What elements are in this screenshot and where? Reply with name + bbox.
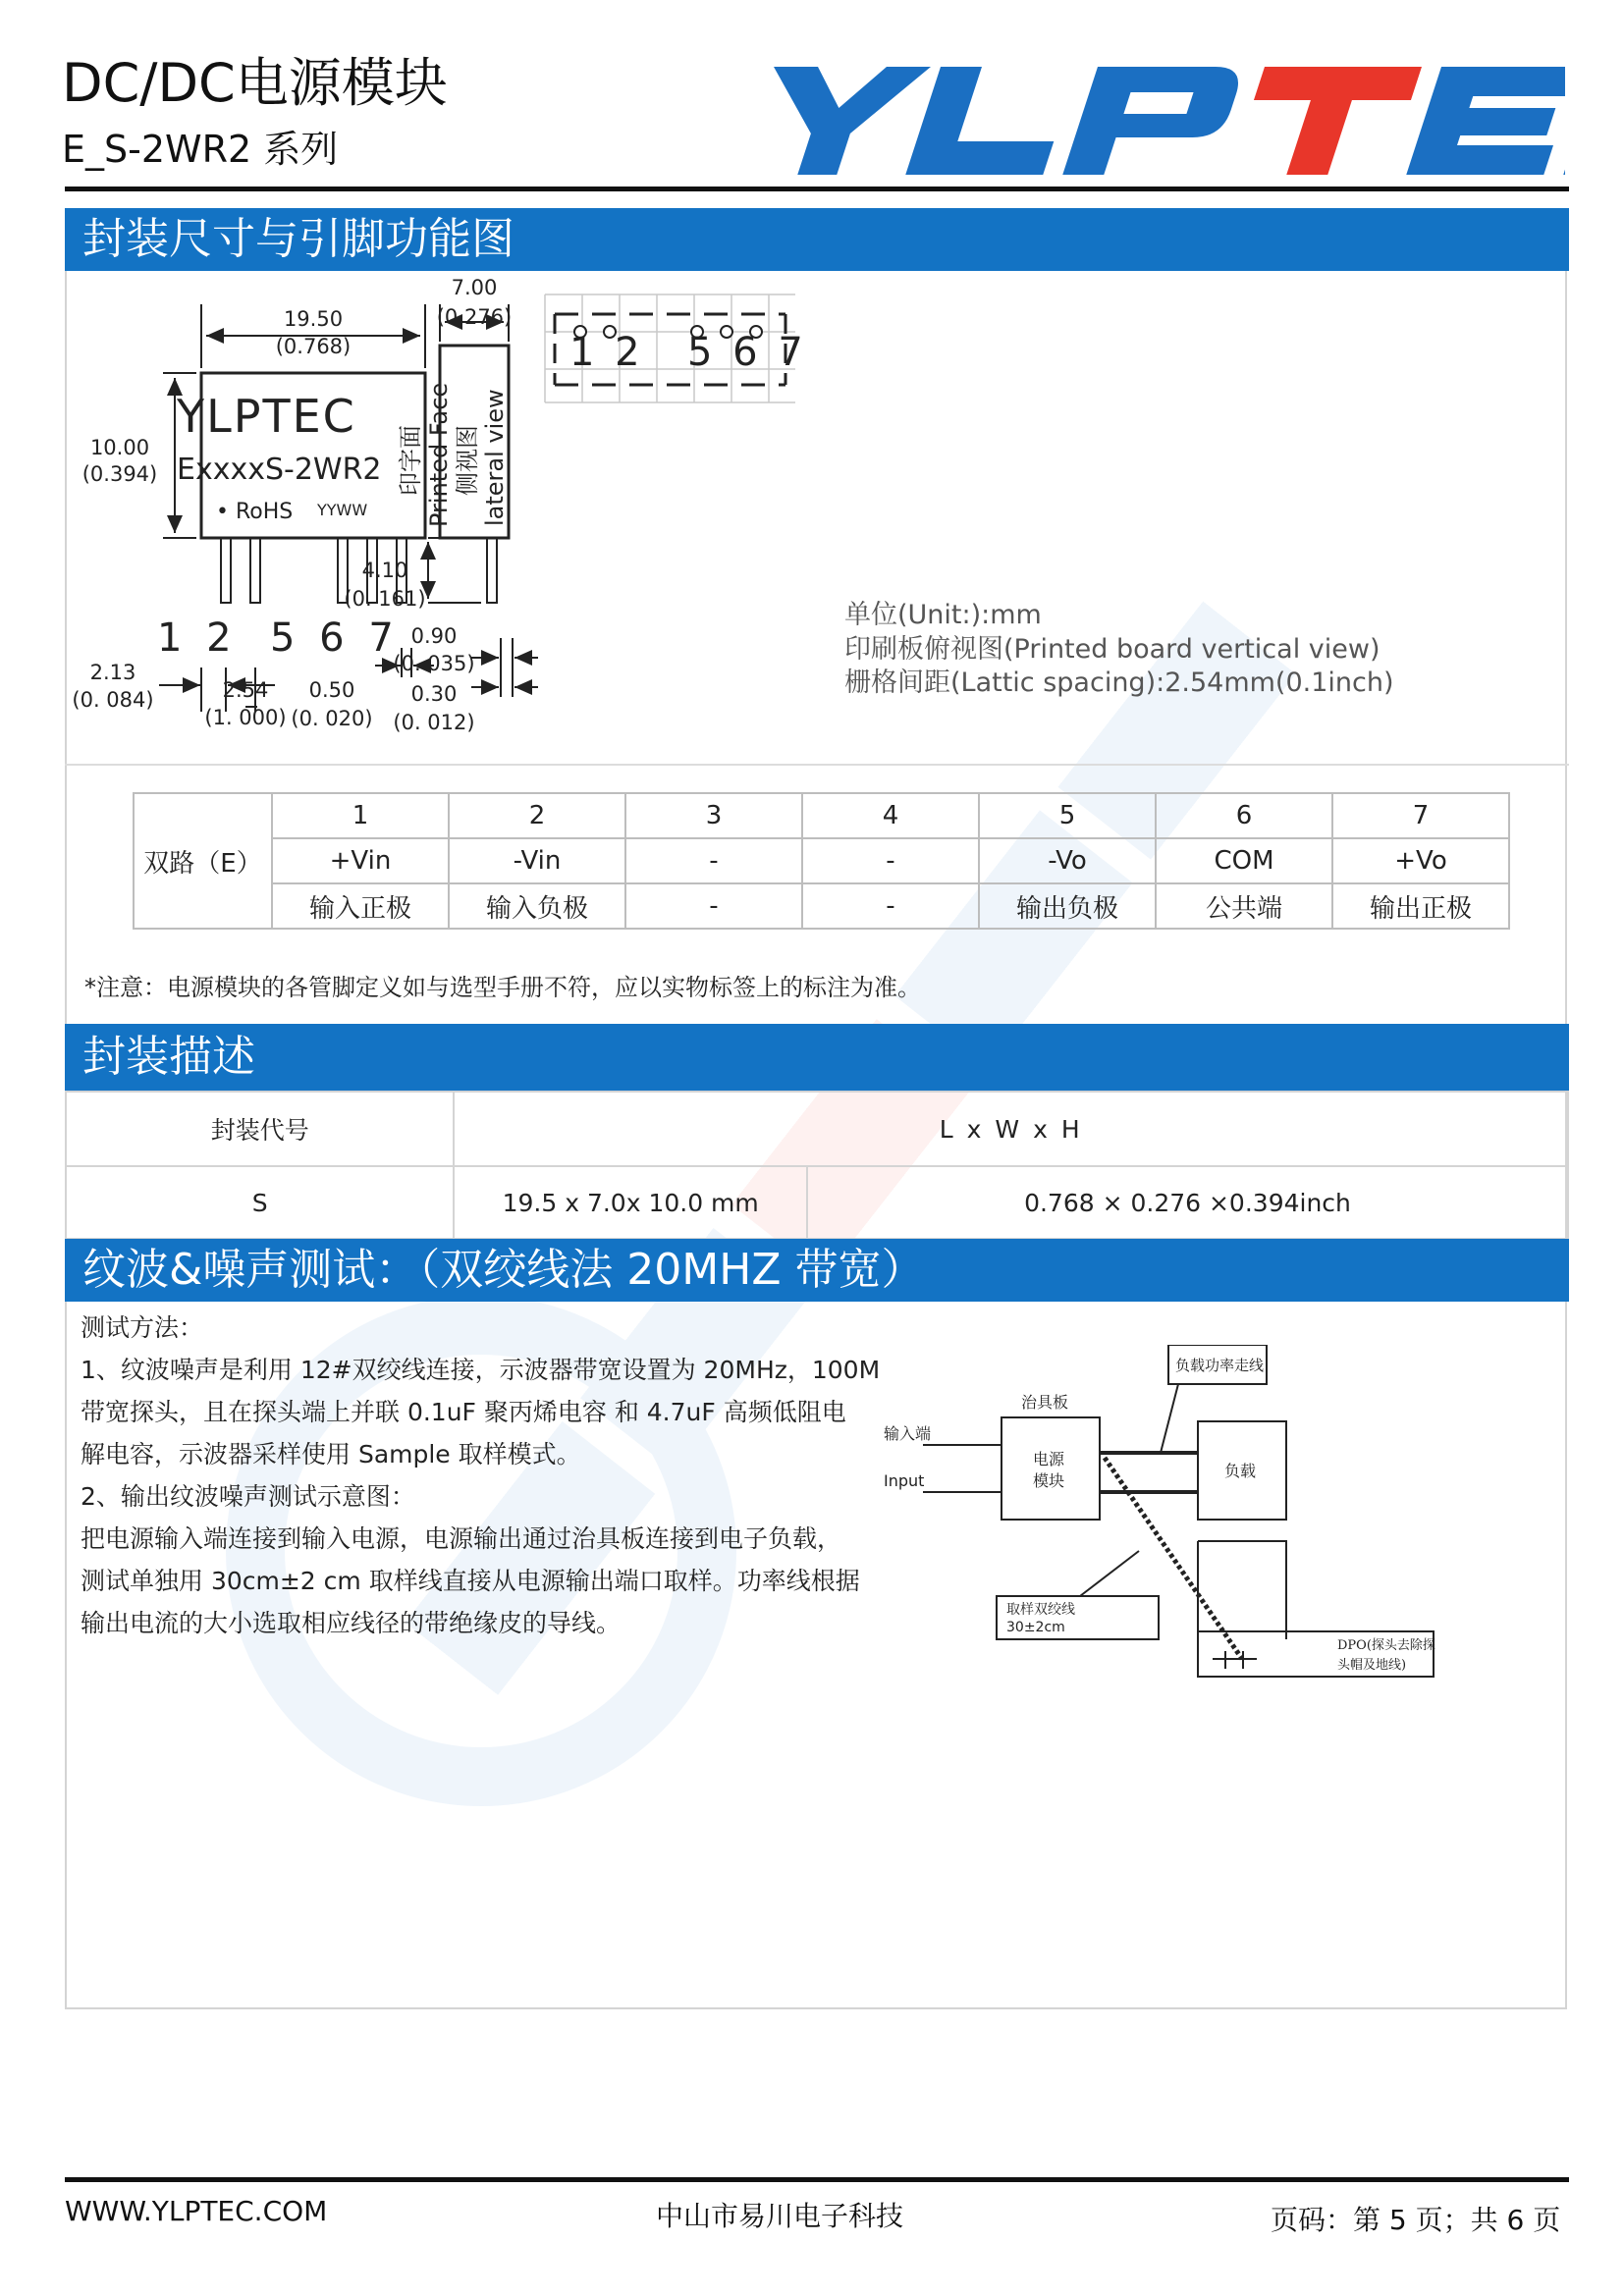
pin-labels-right: 5 6 7 bbox=[270, 615, 400, 661]
dim-pin-pitch: 2.54 bbox=[222, 678, 269, 702]
label-fixture-board: 治具板 bbox=[1021, 1393, 1069, 1412]
package-dims-header: L x W x H bbox=[454, 1092, 1568, 1166]
pin-labels-left: 1 2 bbox=[157, 615, 238, 661]
pin-function-table bbox=[133, 792, 1510, 930]
label-load: 负载 bbox=[1224, 1462, 1257, 1480]
pin-description: 输出正极 bbox=[1332, 883, 1509, 929]
pin-definition-note: *注意：电源模块的各管脚定义如与选型手册不符，应以实物标签上的标注为准。 bbox=[84, 974, 921, 1001]
pin-number: 5 bbox=[979, 793, 1156, 838]
package-description-table bbox=[65, 1091, 1569, 1240]
pin-number: 3 bbox=[625, 793, 802, 838]
dim-pin-offset-in: (0. 084) bbox=[72, 688, 154, 712]
pin-function: +Vin bbox=[272, 838, 449, 883]
label-module-line2: 模块 bbox=[1033, 1471, 1065, 1490]
dim-pin-b-in: (0. 012) bbox=[393, 711, 475, 734]
test-method-line: 解电容，示波器采样使用 Sample 取样模式。 bbox=[81, 1440, 581, 1468]
pin-description: 输出负极 bbox=[979, 883, 1156, 929]
date-code: YYWW bbox=[317, 501, 368, 519]
header-rule bbox=[65, 187, 1569, 191]
test-method-line: 把电源输入端连接到输入电源，电源输出通过治具板连接到电子负载， bbox=[81, 1524, 842, 1553]
label-sample-line2: 30±2cm bbox=[1006, 1620, 1065, 1635]
package-dims-inch: 0.768 × 0.276 ×0.394inch bbox=[807, 1166, 1568, 1239]
dim-pin-a: 0.90 bbox=[410, 624, 458, 648]
section-title-package: 封装描述 bbox=[65, 1024, 1569, 1091]
dim-pin-a-in: (0. 035) bbox=[393, 652, 475, 675]
package-code-header: 封装代号 bbox=[66, 1092, 454, 1166]
label-input-cn: 输入端 bbox=[884, 1424, 932, 1443]
pin-description: 输入正极 bbox=[272, 883, 449, 929]
label-dpo-line2: 头帽及地线) bbox=[1337, 1658, 1407, 1673]
drawing-separator bbox=[65, 764, 1569, 766]
dim-pin-width-in: (0. 020) bbox=[291, 707, 373, 730]
printed-face-en: Printed Face bbox=[425, 382, 453, 527]
pin-function: +Vo bbox=[1332, 838, 1509, 883]
package-code: S bbox=[66, 1166, 454, 1239]
package-dimension-drawing bbox=[69, 275, 1434, 746]
dim-front-height-in: (0.394) bbox=[81, 462, 158, 486]
dim-pin-pitch-in: (1. 000) bbox=[204, 706, 287, 729]
pin-description: - bbox=[625, 883, 802, 929]
pin-number-row bbox=[134, 793, 1509, 838]
dim-pin-length-in: (0. 161) bbox=[344, 587, 426, 611]
view-note: 印刷板俯视图(Printed board vertical view) bbox=[844, 634, 1380, 665]
package-header-row bbox=[66, 1092, 1568, 1166]
pin-function: -Vo bbox=[979, 838, 1156, 883]
pin-number: 6 bbox=[1156, 793, 1332, 838]
pin-description: - bbox=[802, 883, 979, 929]
dim-side-width: 7.00 bbox=[451, 276, 498, 299]
dim-pin-width: 0.50 bbox=[308, 678, 355, 702]
test-method-line: 带宽探头，且在探头端上并联 0.1uF 聚丙烯电容 和 4.7uF 高频低阻电 bbox=[81, 1398, 846, 1426]
product-series: E_S-2WR2 系列 bbox=[62, 128, 339, 171]
package-dims-mm: 19.5 x 7.0x 10.0 mm bbox=[454, 1166, 807, 1239]
dim-pin-length: 4.10 bbox=[361, 559, 408, 582]
dim-pin-offset: 2.13 bbox=[89, 661, 136, 684]
pin-description: 输入负极 bbox=[449, 883, 625, 929]
package-value-row bbox=[66, 1166, 1568, 1239]
footer-rule bbox=[65, 2177, 1569, 2182]
pin-row-label: 双路（E） bbox=[134, 793, 272, 929]
footer-company: 中山市易川电子科技 bbox=[656, 2200, 904, 2232]
test-method-line: 1、纹波噪声是利用 12#双绞线连接，示波器带宽设置为 20MHz，100M bbox=[81, 1356, 881, 1384]
test-method-line: 测试单独用 30cm±2 cm 取样线直接从电源输出端口取样。功率线根据 bbox=[81, 1567, 860, 1595]
footer-website: WWW.YLPTEC.COM bbox=[65, 2195, 328, 2227]
label-module-line1: 电源 bbox=[1033, 1450, 1065, 1468]
dim-front-height: 10.00 bbox=[89, 436, 150, 459]
dim-front-width-in: (0.768) bbox=[275, 335, 352, 358]
pin-description: 公共端 bbox=[1156, 883, 1332, 929]
module-model: ExxxxS-2WR2 bbox=[177, 453, 382, 487]
label-dpo-line1: DPO(探头去除探 bbox=[1337, 1638, 1435, 1653]
unit-note: 单位(Unit:):mm bbox=[844, 600, 1042, 630]
pin-function-row bbox=[134, 838, 1509, 883]
section-title-ripple-noise: 纹波&噪声测试：（双绞线法 20MHZ 带宽） bbox=[65, 1239, 1569, 1302]
product-title: DC/DC电源模块 bbox=[62, 52, 448, 114]
rohs-mark: • RoHS bbox=[216, 500, 294, 524]
pin-function: - bbox=[625, 838, 802, 883]
test-method-line: 输出电流的大小选取相应线径的带绝缘皮的导线。 bbox=[81, 1609, 622, 1637]
lateral-view-en: lateral view bbox=[481, 389, 509, 526]
grid-labels-right: 5 6 7 bbox=[687, 330, 807, 375]
grid-labels-left: 1 2 bbox=[569, 330, 644, 375]
label-sample-line1: 取样双绞线 bbox=[1006, 1602, 1075, 1618]
dim-front-width: 19.50 bbox=[283, 307, 344, 331]
pin-number: 4 bbox=[802, 793, 979, 838]
test-method-line: 2、输出纹波噪声测试示意图： bbox=[81, 1482, 415, 1511]
logo-text: YLPTEC bbox=[734, 67, 738, 68]
test-method-heading: 测试方法： bbox=[81, 1313, 204, 1342]
ylptec-logo bbox=[734, 67, 1565, 175]
pin-function: COM bbox=[1156, 838, 1332, 883]
ripple-test-diagram bbox=[884, 1345, 1492, 1688]
lateral-view-cn: 侧视图 bbox=[454, 425, 481, 496]
pin-number: 2 bbox=[449, 793, 625, 838]
module-brand: YLPTEC bbox=[177, 390, 356, 443]
section-title-dimensions: 封装尺寸与引脚功能图 bbox=[65, 208, 1569, 271]
pin-description-row bbox=[134, 883, 1509, 929]
pin-number: 1 bbox=[272, 793, 449, 838]
pin-number: 7 bbox=[1332, 793, 1509, 838]
dim-side-width-in: (0.276) bbox=[436, 305, 513, 329]
label-load-power-line: 负载功率走线 bbox=[1175, 1357, 1265, 1374]
printed-face-cn: 印字面 bbox=[397, 425, 424, 496]
label-input-en: Input bbox=[884, 1471, 925, 1490]
pin-function: - bbox=[802, 838, 979, 883]
grid-note: 栅格间距(Lattic spacing):2.54mm(0.1inch) bbox=[844, 667, 1394, 698]
dim-pin-b: 0.30 bbox=[410, 682, 458, 706]
footer-page-number: 页码：第 5 页；共 6 页 bbox=[1271, 2204, 1561, 2236]
pin-function: -Vin bbox=[449, 838, 625, 883]
